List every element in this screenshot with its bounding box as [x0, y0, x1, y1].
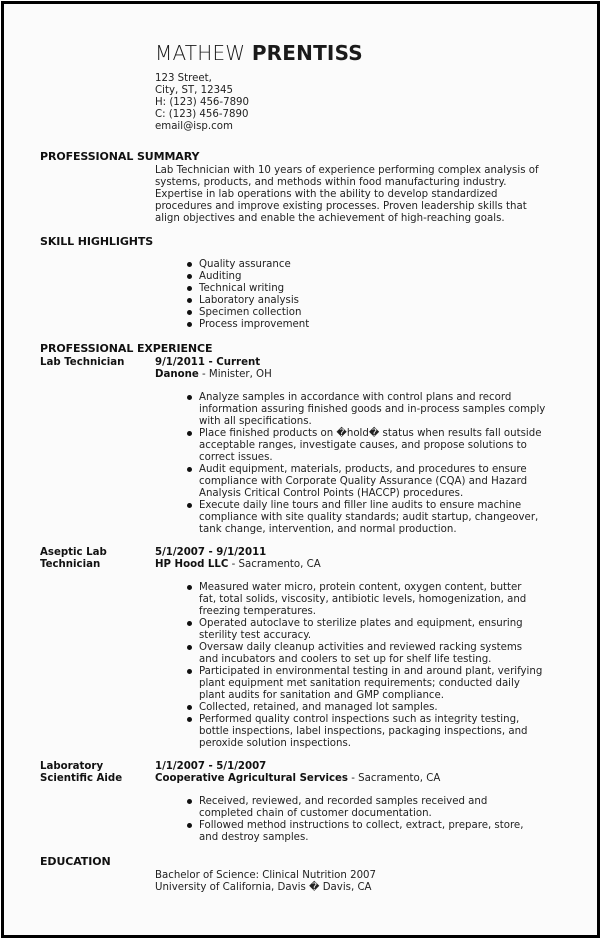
summary-text — [155, 165, 565, 225]
company-location: - Minister, OH — [198, 369, 272, 380]
job-bullet: Analyze samples in accordance with control plans and record information assuring finished goods and in-process samples comply with all specifications. — [185, 392, 545, 428]
summary-line: systems, products, and methods within food manufacturing industry. — [155, 177, 507, 188]
summary-line: Expertise in lab operations with the ability to develop standardized — [155, 189, 498, 200]
company-name: Cooperative Agricultural Services — [155, 773, 348, 784]
job-bullet: Received, reviewed, and recorded samples received and completed chain of customer documentation. — [185, 796, 523, 820]
job-bullet: Audit equipment, materials, products, and procedures to ensure compliance with Corporate Quality Assurance (CQA) and Hazard Analysis Critical Control Points (HACCP) procedures. — [185, 464, 545, 500]
skill-item: Process improvement — [185, 319, 309, 331]
job-bullet: Performed quality control inspections such as integrity testing, bottle inspections, label inspections, packaging inspections, and peroxide solution inspections. — [185, 714, 542, 750]
summary-line: Lab Technician with 10 years of experience performing complex analysis of — [155, 165, 539, 176]
experience-heading: PROFESSIONAL EXPERIENCE — [40, 342, 213, 355]
last-name: PRENTISS — [251, 41, 363, 65]
job-company-line — [155, 369, 272, 381]
job-bullet: Followed method instructions to collect, extract, prepare, store, and destroy samples. — [185, 820, 523, 844]
home-phone: H: (123) 456-7890 — [155, 97, 250, 108]
school: University of California, Davis � Davis, CA — [155, 882, 372, 893]
education-heading: EDUCATION — [40, 855, 111, 868]
company-location: - Sacramento, CA — [348, 773, 441, 784]
job-title: Lab Technician — [40, 357, 125, 368]
job-bullet: Operated autoclave to sterilize plates and equipment, ensuring sterility test accuracy. — [185, 618, 542, 642]
first-name: MATHEW — [155, 41, 246, 65]
contact-block — [155, 73, 249, 133]
company-name: Danone — [155, 369, 199, 380]
city-state-zip: City, ST, 12345 — [155, 85, 234, 96]
degree: Bachelor of Science: Clinical Nutrition 2007 — [155, 870, 377, 881]
job-dates: 1/1/2007 - 5/1/2007 — [155, 761, 267, 772]
email[interactable]: email@isp.com — [155, 121, 233, 132]
job-bullets — [185, 582, 542, 750]
job-title: Laboratory Scientific Aide — [40, 761, 123, 784]
street-address: 123 Street, — [155, 73, 212, 84]
candidate-name — [155, 41, 363, 65]
skill-item: Auditing — [185, 271, 309, 283]
job-company-line — [155, 773, 440, 785]
summary-line: procedures and improve existing processes. Proven leadership skills that — [155, 201, 527, 212]
company-name: HP Hood LLC — [155, 559, 229, 570]
skill-item: Quality assurance — [185, 259, 309, 271]
job-bullet: Collected, retained, and managed lot samples. — [185, 702, 542, 714]
job-bullet: Place finished products on �hold� status when results fall outside acceptable ranges, investigate causes, and propose solutions to correct issues. — [185, 428, 545, 464]
job-bullets — [185, 796, 523, 844]
job-dates: 5/1/2007 - 9/1/2011 — [155, 547, 267, 558]
skills-list — [185, 259, 309, 331]
summary-line: align objectives and enable the achievement of high-reaching goals. — [155, 213, 505, 224]
job-bullet: Execute daily line tours and filler line audits to ensure machine compliance with site quality standards; audit startup, changeover, tank change, intervention, and normal production. — [185, 500, 545, 536]
skills-heading: SKILL HIGHLIGHTS — [40, 235, 154, 248]
skill-item: Laboratory analysis — [185, 295, 309, 307]
education-entry — [155, 870, 376, 894]
job-bullet: Measured water micro, protein content, oxygen content, butter fat, total solids, viscosity, antibiotic levels, homogenization, and freezing temperatures. — [185, 582, 542, 618]
job-title: Aseptic Lab Technician — [40, 547, 107, 570]
job-bullets — [185, 392, 545, 536]
job-company-line — [155, 559, 321, 571]
skill-item: Technical writing — [185, 283, 309, 295]
job-bullet: Participated in environmental testing in and around plant, verifying plant equipment met sanitation requirements; conducted daily plant audits for sanitation and GMP compliance. — [185, 666, 542, 702]
job-dates: 9/1/2011 - Current — [155, 357, 261, 368]
job-bullet: Oversaw daily cleanup activities and reviewed racking systems and incubators and coolers to set up for shelf life testing. — [185, 642, 542, 666]
summary-heading: PROFESSIONAL SUMMARY — [40, 150, 200, 163]
cell-phone: C: (123) 456-7890 — [155, 109, 249, 120]
skill-item: Specimen collection — [185, 307, 309, 319]
company-location: - Sacramento, CA — [228, 559, 321, 570]
